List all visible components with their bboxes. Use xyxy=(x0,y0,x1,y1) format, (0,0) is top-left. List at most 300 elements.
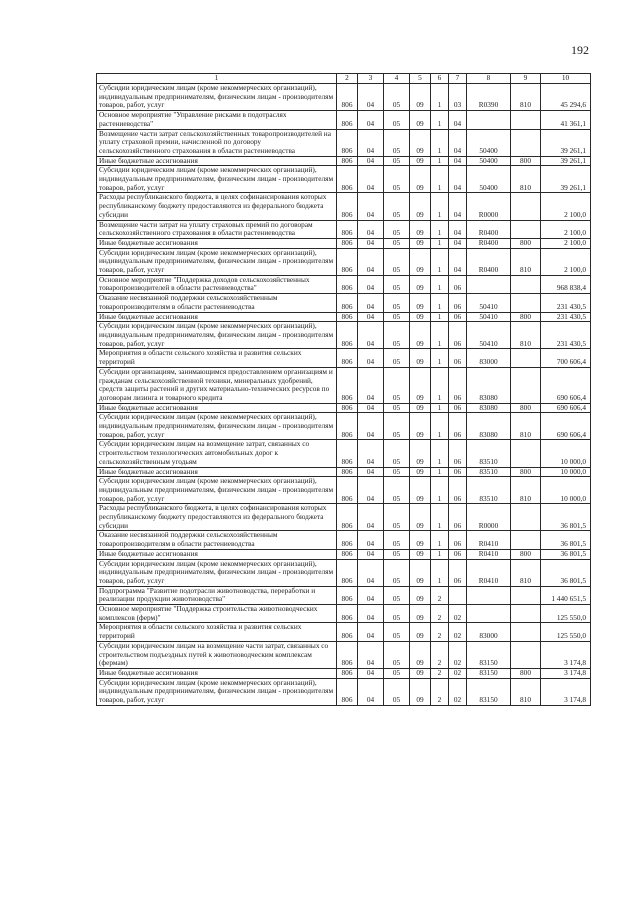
expense-type-cell xyxy=(511,193,541,220)
row-name-cell: Субсидии юридическим лицам (кроме некоммерческих организаций), индивидуальным предпринимателям, физическим лицам - производителям товаров, работ, услуг xyxy=(97,678,337,705)
section-cell: 04 xyxy=(358,275,384,293)
target-code-cell: 50410 xyxy=(467,312,511,322)
code-cell: 806 xyxy=(337,504,358,531)
section-cell: 04 xyxy=(358,504,384,531)
subsection-cell: 05 xyxy=(384,586,410,604)
subprogram-cell: 1 xyxy=(431,413,449,440)
code-cell: 806 xyxy=(337,559,358,586)
subsection-cell: 05 xyxy=(384,220,410,238)
event-cell: 06 xyxy=(449,504,467,531)
target-code-cell: 83150 xyxy=(467,678,511,705)
row-name-cell: Иные бюджетные ассигнования xyxy=(97,403,337,413)
subprogram-cell: 1 xyxy=(431,477,449,504)
event-cell: 06 xyxy=(449,413,467,440)
target-code-cell: R0410 xyxy=(467,549,511,559)
section-cell: 04 xyxy=(358,312,384,322)
row-name-cell: Иные бюджетные ассигнования xyxy=(97,156,337,166)
subsection-cell: 05 xyxy=(384,111,410,129)
header-cell: 5 xyxy=(410,74,431,84)
target-code-cell: 83150 xyxy=(467,669,511,679)
expense-type-cell: 800 xyxy=(511,238,541,248)
code-cell: 806 xyxy=(337,440,358,467)
section-cell: 04 xyxy=(358,238,384,248)
program-cell: 09 xyxy=(410,156,431,166)
subprogram-cell: 1 xyxy=(431,531,449,549)
program-cell: 09 xyxy=(410,349,431,367)
expense-type-cell xyxy=(511,349,541,367)
code-cell: 806 xyxy=(337,248,358,275)
expense-type-cell: 810 xyxy=(511,477,541,504)
code-cell: 806 xyxy=(337,220,358,238)
event-cell: 06 xyxy=(449,559,467,586)
event-cell: 02 xyxy=(449,605,467,623)
code-cell: 806 xyxy=(337,467,358,477)
event-cell: 06 xyxy=(449,531,467,549)
row-name-cell: Субсидии организациям, занимающимся предоставлением организациям и гражданам сельскохозяйственной техники, минеральных удобрений, средств защиты растений и других материально-технических ресурсов по договорам лизинга и товарного кредита xyxy=(97,367,337,403)
amount-cell: 231 430,5 xyxy=(541,294,591,312)
code-cell: 806 xyxy=(337,413,358,440)
code-cell: 806 xyxy=(337,477,358,504)
row-name-cell: Субсидии юридическим лицам (кроме некоммерческих организаций), индивидуальным предпринимателям, физическим лицам - производителям товаров, работ, услуг xyxy=(97,322,337,349)
row-name-cell: Иные бюджетные ассигнования xyxy=(97,467,337,477)
table-row xyxy=(97,559,591,586)
subprogram-cell: 1 xyxy=(431,248,449,275)
amount-cell: 231 430,5 xyxy=(541,322,591,349)
row-name-cell: Иные бюджетные ассигнования xyxy=(97,549,337,559)
table-row xyxy=(97,586,591,604)
expense-type-cell: 810 xyxy=(511,413,541,440)
expense-type-cell xyxy=(511,367,541,403)
event-cell: 06 xyxy=(449,312,467,322)
program-cell: 09 xyxy=(410,641,431,668)
expense-type-cell xyxy=(511,440,541,467)
code-cell: 806 xyxy=(337,605,358,623)
page-number: 192 xyxy=(571,43,589,57)
subprogram-cell: 2 xyxy=(431,641,449,668)
amount-cell: 968 838,4 xyxy=(541,275,591,293)
expense-type-cell xyxy=(511,111,541,129)
target-code-cell: 83000 xyxy=(467,349,511,367)
expense-type-cell: 800 xyxy=(511,669,541,679)
section-cell: 04 xyxy=(358,193,384,220)
subsection-cell: 05 xyxy=(384,641,410,668)
amount-cell: 2 100,0 xyxy=(541,220,591,238)
section-cell: 04 xyxy=(358,467,384,477)
section-cell: 04 xyxy=(358,413,384,440)
amount-cell: 3 174,8 xyxy=(541,678,591,705)
code-cell: 806 xyxy=(337,586,358,604)
subsection-cell: 05 xyxy=(384,166,410,193)
amount-cell: 231 430,5 xyxy=(541,312,591,322)
subprogram-cell: 1 xyxy=(431,403,449,413)
row-name-cell: Расходы республиканского бюджета, в целях софинансирования которых республиканскому бюджету предоставляются из федерального бюджета субсидии xyxy=(97,504,337,531)
row-name-cell: Субсидии юридическим лицам (кроме некоммерческих организаций), индивидуальным предпринимателям, физическим лицам - производителям товаров, работ, услуг xyxy=(97,166,337,193)
target-code-cell: R0000 xyxy=(467,504,511,531)
code-cell: 806 xyxy=(337,641,358,668)
header-cell: 9 xyxy=(511,74,541,84)
expense-type-cell: 810 xyxy=(511,678,541,705)
subprogram-cell: 1 xyxy=(431,367,449,403)
amount-cell: 1 440 651,5 xyxy=(541,586,591,604)
program-cell: 09 xyxy=(410,312,431,322)
table-row xyxy=(97,166,591,193)
row-name-cell: Подпрограмма "Развитие подотрасли животноводства, переработки и реализации продукции животноводства" xyxy=(97,586,337,604)
section-cell: 04 xyxy=(358,440,384,467)
target-code-cell: 50400 xyxy=(467,166,511,193)
program-cell: 09 xyxy=(410,403,431,413)
header-cell: 2 xyxy=(337,74,358,84)
section-cell: 04 xyxy=(358,166,384,193)
subprogram-cell: 1 xyxy=(431,549,449,559)
target-code-cell: 83080 xyxy=(467,403,511,413)
expense-type-cell xyxy=(511,605,541,623)
expense-type-cell: 810 xyxy=(511,166,541,193)
row-name-cell: Субсидии юридическим лицам (кроме некоммерческих организаций), индивидуальным предпринимателям, физическим лицам - производителям товаров, работ, услуг xyxy=(97,84,337,111)
section-cell: 04 xyxy=(358,531,384,549)
target-code-cell: R0410 xyxy=(467,531,511,549)
program-cell: 09 xyxy=(410,111,431,129)
program-cell: 09 xyxy=(410,678,431,705)
subsection-cell: 05 xyxy=(384,129,410,156)
row-name-cell: Субсидии юридическим лицам (кроме некоммерческих организаций), индивидуальным предпринимателям, физическим лицам - производителям товаров, работ, услуг xyxy=(97,248,337,275)
expense-type-cell xyxy=(511,220,541,238)
table-row xyxy=(97,294,591,312)
subsection-cell: 05 xyxy=(384,248,410,275)
row-name-cell: Субсидии юридическим лицам на возмещение затрат, связанных со строительством технологических автомобильных дорог к сельскохозяйственным угодьям xyxy=(97,440,337,467)
amount-cell: 41 361,1 xyxy=(541,111,591,129)
code-cell: 806 xyxy=(337,367,358,403)
subprogram-cell: 1 xyxy=(431,322,449,349)
expense-type-cell xyxy=(511,531,541,549)
subsection-cell: 05 xyxy=(384,193,410,220)
subprogram-cell: 1 xyxy=(431,193,449,220)
header-cell: 8 xyxy=(467,74,511,84)
subprogram-cell: 1 xyxy=(431,349,449,367)
row-name-cell: Субсидии юридическим лицам (кроме некоммерческих организаций), индивидуальным предпринимателям, физическим лицам - производителям товаров, работ, услуг xyxy=(97,559,337,586)
subsection-cell: 05 xyxy=(384,312,410,322)
event-cell: 02 xyxy=(449,669,467,679)
row-name-cell: Иные бюджетные ассигнования xyxy=(97,312,337,322)
target-code-cell xyxy=(467,586,511,604)
target-code-cell: 50400 xyxy=(467,129,511,156)
section-cell: 04 xyxy=(358,156,384,166)
program-cell: 09 xyxy=(410,477,431,504)
row-name-cell: Субсидии юридическим лицам на возмещение части затрат, связанных со строительством подъездных путей к животноводческим комплексам (фермам) xyxy=(97,641,337,668)
subsection-cell: 05 xyxy=(384,156,410,166)
event-cell: 06 xyxy=(449,275,467,293)
section-cell: 04 xyxy=(358,294,384,312)
target-code-cell: 50410 xyxy=(467,294,511,312)
expense-type-cell xyxy=(511,641,541,668)
table-row xyxy=(97,193,591,220)
section-cell: 04 xyxy=(358,477,384,504)
event-cell: 06 xyxy=(449,549,467,559)
table-row xyxy=(97,678,591,705)
program-cell: 09 xyxy=(410,586,431,604)
subsection-cell: 05 xyxy=(384,367,410,403)
table-row xyxy=(97,238,591,248)
target-code-cell: 83000 xyxy=(467,623,511,641)
expense-type-cell xyxy=(511,586,541,604)
section-cell: 04 xyxy=(358,678,384,705)
target-code-cell xyxy=(467,275,511,293)
subprogram-cell: 1 xyxy=(431,238,449,248)
amount-cell: 10 000,0 xyxy=(541,467,591,477)
expense-type-cell xyxy=(511,294,541,312)
target-code-cell: 50410 xyxy=(467,322,511,349)
expense-type-cell: 800 xyxy=(511,403,541,413)
table-row xyxy=(97,367,591,403)
event-cell: 04 xyxy=(449,156,467,166)
section-cell: 04 xyxy=(358,403,384,413)
subsection-cell: 05 xyxy=(384,669,410,679)
target-code-cell: R0400 xyxy=(467,220,511,238)
expense-type-cell xyxy=(511,623,541,641)
program-cell: 09 xyxy=(410,504,431,531)
header-cell: 1 xyxy=(97,74,337,84)
table-body xyxy=(97,84,591,706)
program-cell: 09 xyxy=(410,367,431,403)
subsection-cell: 05 xyxy=(384,294,410,312)
section-cell: 04 xyxy=(358,586,384,604)
table-row xyxy=(97,413,591,440)
code-cell: 806 xyxy=(337,111,358,129)
event-cell: 06 xyxy=(449,294,467,312)
event-cell xyxy=(449,586,467,604)
target-code-cell: 83510 xyxy=(467,440,511,467)
code-cell: 806 xyxy=(337,549,358,559)
subprogram-cell: 1 xyxy=(431,467,449,477)
target-code-cell: 83510 xyxy=(467,477,511,504)
code-cell: 806 xyxy=(337,678,358,705)
amount-cell: 39 261,1 xyxy=(541,156,591,166)
amount-cell: 36 801,5 xyxy=(541,504,591,531)
program-cell: 09 xyxy=(410,275,431,293)
expense-type-cell: 810 xyxy=(511,322,541,349)
subprogram-cell: 1 xyxy=(431,129,449,156)
target-code-cell: 83080 xyxy=(467,413,511,440)
expense-type-cell: 800 xyxy=(511,312,541,322)
subsection-cell: 05 xyxy=(384,477,410,504)
subprogram-cell: 1 xyxy=(431,275,449,293)
amount-cell: 39 261,1 xyxy=(541,129,591,156)
event-cell: 06 xyxy=(449,349,467,367)
program-cell: 09 xyxy=(410,322,431,349)
program-cell: 09 xyxy=(410,220,431,238)
table-row xyxy=(97,477,591,504)
subsection-cell: 05 xyxy=(384,403,410,413)
program-cell: 09 xyxy=(410,413,431,440)
target-code-cell: R0400 xyxy=(467,238,511,248)
section-cell: 04 xyxy=(358,322,384,349)
row-name-cell: Субсидии юридическим лицам (кроме некоммерческих организаций), индивидуальным предпринимателям, физическим лицам - производителям товаров, работ, услуг xyxy=(97,413,337,440)
expense-type-cell: 810 xyxy=(511,84,541,111)
row-name-cell: Основное мероприятие "Управление рисками в подотраслях растениеводства" xyxy=(97,111,337,129)
subprogram-cell: 1 xyxy=(431,111,449,129)
amount-cell: 125 550,0 xyxy=(541,623,591,641)
subsection-cell: 05 xyxy=(384,275,410,293)
budget-table xyxy=(96,73,591,706)
header-row xyxy=(97,74,591,84)
event-cell: 02 xyxy=(449,641,467,668)
event-cell: 04 xyxy=(449,238,467,248)
event-cell: 04 xyxy=(449,193,467,220)
program-cell: 09 xyxy=(410,248,431,275)
target-code-cell: R0390 xyxy=(467,84,511,111)
section-cell: 04 xyxy=(358,623,384,641)
program-cell: 09 xyxy=(410,193,431,220)
subprogram-cell: 2 xyxy=(431,669,449,679)
subsection-cell: 05 xyxy=(384,349,410,367)
section-cell: 04 xyxy=(358,559,384,586)
subsection-cell: 05 xyxy=(384,531,410,549)
amount-cell: 3 174,8 xyxy=(541,641,591,668)
table-row xyxy=(97,504,591,531)
section-cell: 04 xyxy=(358,367,384,403)
row-name-cell: Основное мероприятие "Поддержка строительства животноводческих комплексов (ферм)" xyxy=(97,605,337,623)
amount-cell: 10 000,0 xyxy=(541,477,591,504)
table-row xyxy=(97,669,591,679)
subprogram-cell: 2 xyxy=(431,605,449,623)
row-name-cell: Иные бюджетные ассигнования xyxy=(97,669,337,679)
amount-cell: 690 606,4 xyxy=(541,367,591,403)
code-cell: 806 xyxy=(337,322,358,349)
program-cell: 09 xyxy=(410,559,431,586)
event-cell: 02 xyxy=(449,623,467,641)
table-row xyxy=(97,275,591,293)
program-cell: 09 xyxy=(410,549,431,559)
amount-cell: 39 261,1 xyxy=(541,166,591,193)
subprogram-cell: 1 xyxy=(431,559,449,586)
section-cell: 04 xyxy=(358,669,384,679)
row-name-cell: Возмещение части затрат на уплату страховых премий по договорам сельскохозяйственного страхования в области растениеводства xyxy=(97,220,337,238)
table-row xyxy=(97,531,591,549)
row-name-cell: Субсидии юридическим лицам (кроме некоммерческих организаций), индивидуальным предпринимателям, физическим лицам - производителям товаров, работ, услуг xyxy=(97,477,337,504)
subsection-cell: 05 xyxy=(384,559,410,586)
amount-cell: 10 000,0 xyxy=(541,440,591,467)
target-code-cell: R0410 xyxy=(467,559,511,586)
amount-cell: 690 606,4 xyxy=(541,413,591,440)
row-name-cell: Расходы республиканского бюджета, в целях софинансирования которых республиканскому бюджету предоставляются из федерального бюджета субсидии xyxy=(97,193,337,220)
amount-cell: 690 606,4 xyxy=(541,403,591,413)
amount-cell: 36 801,5 xyxy=(541,559,591,586)
event-cell: 03 xyxy=(449,84,467,111)
amount-cell: 2 100,0 xyxy=(541,193,591,220)
subsection-cell: 05 xyxy=(384,623,410,641)
program-cell: 09 xyxy=(410,294,431,312)
amount-cell: 36 801,5 xyxy=(541,531,591,549)
code-cell: 806 xyxy=(337,312,358,322)
subsection-cell: 05 xyxy=(384,467,410,477)
target-code-cell: R0400 xyxy=(467,248,511,275)
event-cell: 02 xyxy=(449,678,467,705)
expense-type-cell: 800 xyxy=(511,467,541,477)
table-row xyxy=(97,220,591,238)
subprogram-cell: 2 xyxy=(431,623,449,641)
target-code-cell xyxy=(467,111,511,129)
subsection-cell: 05 xyxy=(384,678,410,705)
subprogram-cell: 1 xyxy=(431,312,449,322)
table-row xyxy=(97,549,591,559)
event-cell: 04 xyxy=(449,220,467,238)
target-code-cell xyxy=(467,605,511,623)
program-cell: 09 xyxy=(410,84,431,111)
row-name-cell: Оказание несвязанной поддержки сельскохозяйственным товаропроизводителям в области растениеводства xyxy=(97,294,337,312)
row-name-cell: Возмещение части затрат сельскохозяйственных товаропроизводителей на уплату страховой премии, начисленной по договору сельскохозяйственного страхования в области растениеводства xyxy=(97,129,337,156)
row-name-cell: Оказание несвязанной поддержки сельскохозяйственным товаропроизводителям в области растениеводства xyxy=(97,531,337,549)
program-cell: 09 xyxy=(410,440,431,467)
code-cell: 806 xyxy=(337,669,358,679)
subprogram-cell: 1 xyxy=(431,220,449,238)
amount-cell: 2 100,0 xyxy=(541,238,591,248)
program-cell: 09 xyxy=(410,129,431,156)
section-cell: 04 xyxy=(358,349,384,367)
section-cell: 04 xyxy=(358,220,384,238)
header-cell: 4 xyxy=(384,74,410,84)
table-row xyxy=(97,129,591,156)
header-cell: 3 xyxy=(358,74,384,84)
amount-cell: 45 294,6 xyxy=(541,84,591,111)
table-row xyxy=(97,641,591,668)
expense-type-cell: 810 xyxy=(511,559,541,586)
subprogram-cell: 1 xyxy=(431,84,449,111)
subprogram-cell: 1 xyxy=(431,166,449,193)
section-cell: 04 xyxy=(358,129,384,156)
program-cell: 09 xyxy=(410,238,431,248)
subsection-cell: 05 xyxy=(384,504,410,531)
table-row xyxy=(97,111,591,129)
table-row xyxy=(97,248,591,275)
code-cell: 806 xyxy=(337,403,358,413)
subsection-cell: 05 xyxy=(384,605,410,623)
code-cell: 806 xyxy=(337,129,358,156)
table-row xyxy=(97,322,591,349)
section-cell: 04 xyxy=(358,641,384,668)
program-cell: 09 xyxy=(410,623,431,641)
header-cell: 10 xyxy=(541,74,591,84)
event-cell: 06 xyxy=(449,367,467,403)
subsection-cell: 05 xyxy=(384,413,410,440)
code-cell: 806 xyxy=(337,156,358,166)
expense-type-cell: 800 xyxy=(511,156,541,166)
code-cell: 806 xyxy=(337,84,358,111)
section-cell: 04 xyxy=(358,84,384,111)
target-code-cell: 83080 xyxy=(467,367,511,403)
amount-cell: 700 606,4 xyxy=(541,349,591,367)
table-row xyxy=(97,605,591,623)
row-name-cell: Мероприятия в области сельского хозяйства и развития сельских территорий xyxy=(97,349,337,367)
code-cell: 806 xyxy=(337,294,358,312)
program-cell: 09 xyxy=(410,531,431,549)
event-cell: 04 xyxy=(449,129,467,156)
section-cell: 04 xyxy=(358,605,384,623)
expense-type-cell xyxy=(511,504,541,531)
row-name-cell: Основное мероприятие "Поддержка доходов сельскохозяйственных товаропроизводителей в области растениеводства" xyxy=(97,275,337,293)
program-cell: 09 xyxy=(410,166,431,193)
header-cell: 6 xyxy=(431,74,449,84)
amount-cell: 2 100,0 xyxy=(541,248,591,275)
subprogram-cell: 1 xyxy=(431,156,449,166)
code-cell: 806 xyxy=(337,349,358,367)
code-cell: 806 xyxy=(337,275,358,293)
event-cell: 04 xyxy=(449,248,467,275)
target-code-cell: 83510 xyxy=(467,467,511,477)
subprogram-cell: 1 xyxy=(431,440,449,467)
subprogram-cell: 1 xyxy=(431,294,449,312)
amount-cell: 3 174,8 xyxy=(541,669,591,679)
event-cell: 04 xyxy=(449,166,467,193)
subsection-cell: 05 xyxy=(384,84,410,111)
